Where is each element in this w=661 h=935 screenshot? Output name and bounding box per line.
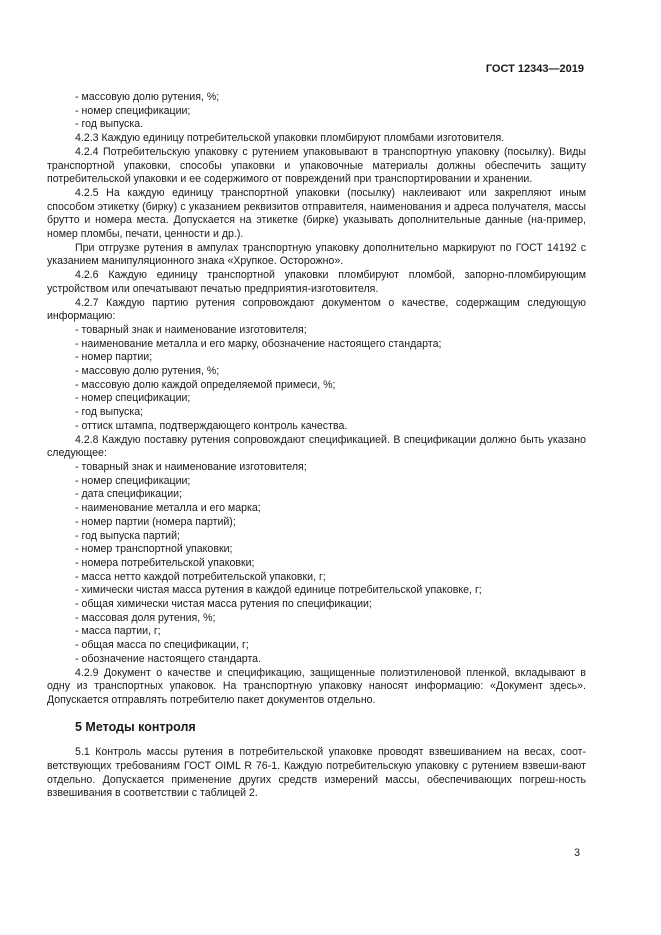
list-item: - номер спецификации;	[75, 104, 191, 117]
list-item: - наименование металла и его марку, обозначение настоящего стандарта;	[75, 337, 442, 350]
document-body	[47, 91, 586, 801]
page-number: 3	[574, 847, 580, 859]
list-item: - номер спецификации;	[75, 392, 191, 405]
paragraph: 4.2.4 Потребительскую упаковку с рутением упаковывают в транспортную упаковку (посылку). Виды транспортной упаковки, способы упаковки и упаковочные материалы должны обеспечить защиту потребительской упаковки и ее содержимого от повреждений при транспортировании и хранении.	[47, 145, 586, 186]
list-item: - номер спецификации;	[75, 474, 191, 487]
list-item: - массовую долю рутения, %;	[75, 365, 220, 378]
list-item: - общая масса по спецификации, г;	[75, 639, 249, 652]
list-item: - номер партии (номера партий);	[75, 515, 236, 528]
paragraph: 5.1 Контроль массы рутения в потребительской упаковке проводят взвешиванием на весах, соот-ветствующих требованиям ГОСТ OIML R 76-1. Каждую потребительскую упаковку с рутением взвеши-вают отдельно. Допускается применение других средств измерений массы, обеспечивающих погреш-ность взвешивания в соответствии с таблицей 2.	[47, 746, 586, 800]
list-item: - масса нетто каждой потребительской упаковки, г;	[75, 570, 326, 583]
list-item: - обозначение настоящего стандарта.	[75, 652, 262, 665]
list-item: - товарный знак и наименование изготовителя;	[75, 323, 307, 336]
list-item: - общая химически чистая масса рутения по спецификации;	[75, 598, 372, 611]
list-item: - массовую долю рутения, %;	[75, 91, 220, 103]
paragraph: 4.2.9 Документ о качестве и спецификацию, защищенные полиэтиленовой пленкой, вкладывают в одну из транспортных упаковок. На транспортную упаковку наносят информацию: «Документ здесь». Допускается отправлять потребителю пакет документов отдельно.	[47, 666, 586, 706]
list-item: - дата спецификации;	[75, 488, 183, 501]
paragraph: 4.2.6 Каждую единицу транспортной упаковки пломбируют пломбой, запорно-пломбирующим устройством или опечатывают печатью предприятия-изготовителя.	[47, 269, 586, 295]
list-item: - наименование металла и его марка;	[75, 502, 261, 515]
document-header: ГОСТ 12343—2019	[485, 63, 584, 75]
list-item: - массовую долю каждой определяемой примеси, %;	[75, 378, 336, 391]
list-item: - массовая доля рутения, %;	[75, 611, 216, 624]
paragraph: 4.2.8 Каждую поставку рутения сопровождают спецификацией. В спецификации должно быть указано следующее:	[47, 433, 586, 460]
paragraph: При отгрузке рутения в ампулах транспортную упаковку дополнительно маркируют по ГОСТ 14192 с указанием манипуляционного знака «Хрупкое. Осторожно».	[47, 241, 586, 268]
list-item: - номер транспортной упаковки;	[75, 543, 233, 556]
list-item: - год выпуска.	[75, 118, 144, 131]
list-item: - номер партии;	[75, 351, 153, 364]
list-item: - оттиск штампа, подтверждающего контроль качества.	[75, 419, 348, 432]
paragraph: 4.2.5 На каждую единицу транспортной упаковки (посылку) наклеивают или закрепляют иным способом этикетку (бирку) с указанием реквизитов отправителя, наименования и адреса получателя, массы брутто и номера места. Допускается на этикетке (бирке) указывать дополнительные данные (на-пример, номер пломбы, печати, ценности и др.).	[47, 186, 586, 241]
list-item: - масса партии, г;	[75, 625, 161, 638]
list-item: - химически чистая масса рутения в каждой единице потребительской упаковке, г;	[75, 584, 482, 597]
list-item: - год выпуска;	[75, 406, 144, 419]
list-item: - товарный знак и наименование изготовителя;	[75, 460, 307, 473]
list-item: - номера потребительской упаковки;	[75, 556, 255, 569]
paragraph: 4.2.7 Каждую партию рутения сопровождают документом о качестве, содержащим следующую информацию:	[47, 296, 586, 323]
list-item: - год выпуска партий;	[75, 529, 180, 542]
paragraph: 4.2.3 Каждую единицу потребительской упаковки пломбируют пломбами изготовителя.	[75, 132, 505, 145]
section-heading: 5 Методы контроля	[75, 719, 196, 734]
